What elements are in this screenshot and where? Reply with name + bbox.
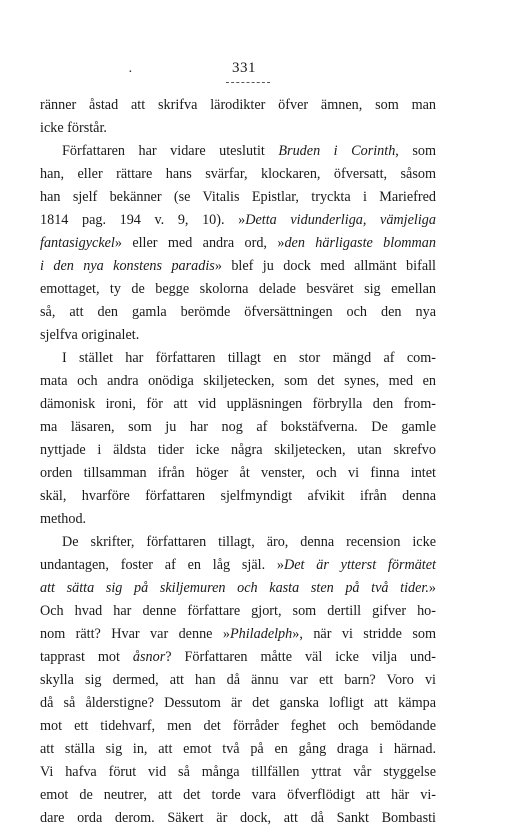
- text-line: mata och andra onödiga skiljetecken, som det synes, med en: [40, 373, 436, 389]
- italic-quote: att sätta sig på skiljemuren och kasta sten på två tider.: [40, 580, 429, 596]
- text-line: han sjelf bekänner (se Vitalis Epistlar, tryckta i Mariefred: [40, 189, 436, 205]
- text-line: dare orda derom. Säkert är dock, att då Sankt Bombasti: [40, 810, 436, 826]
- text-line: dämonisk ironi, för att vid uppläsningen förbrylla den from-: [40, 396, 436, 412]
- text-line: 1814 pag. 194 v. 9, 10). »Detta vidunderliga, vämjeliga: [40, 212, 436, 228]
- text-line: sjelfva originalet.: [40, 327, 140, 343]
- italic-title: Bruden i Corinth: [278, 143, 396, 159]
- text-line: skylla sig dermed, att han då ännu var ett barn? Voro vi: [40, 672, 436, 688]
- text-line: emot de neutrer, att det torde vara öfverflödigt att här vi-: [40, 787, 436, 803]
- text-line: Vi hafva förut vid så många tillfällen yttrat vår styggelse: [40, 764, 436, 780]
- text-line: undantagen, foster af en låg själ. »Det är ytterst förmätet: [40, 557, 436, 573]
- text-line: han, eller rättare hans svärfar, klockaren, öfversatt, såsom: [40, 166, 436, 182]
- text-line: emottaget, ty de begge skolorna delade besväret sig emellan: [40, 281, 436, 297]
- italic-name: Philadelph: [229, 626, 293, 642]
- text-line: fantasigyckel» eller med andra ord, »den härligaste blomman: [40, 235, 436, 251]
- text-line: ränner åstad att skrifva lärodikter öfver ämnen, som man: [40, 97, 436, 113]
- italic-word: åsnor: [132, 649, 166, 665]
- body-text: [40, 94, 436, 830]
- text-line: Författaren har vidare uteslutit Bruden i Corinth, som: [62, 143, 437, 159]
- text-line: tapprast mot åsnor? Författaren måtte väl icke vilja und-: [40, 649, 436, 665]
- text-line: nyttjade i äldsta tider icke några skiljetecken, utan skrefvo: [40, 442, 436, 458]
- text-line: orden tillsamman ifrån höger åt venster, och vi finna intet: [40, 465, 436, 481]
- italic-quote: Detta vidunderliga, vämjeliga: [245, 212, 436, 228]
- text-line: skäl, hvarföre författaren sjelfmyndigt afvikit ifrån denna: [40, 488, 436, 504]
- text-line: nom rätt? Hvar var denne »Philadelph», när vi stridde som: [40, 626, 436, 642]
- text-line: method.: [40, 511, 87, 527]
- text-line: I stället har författaren tillagt en stor mängd af com-: [62, 350, 436, 366]
- text-line: Och hvad har denne författare gjort, som dertill gifver ho-: [40, 603, 436, 619]
- text-line: i den nya konstens paradis» blef ju dock med allmänt bifall: [40, 258, 436, 274]
- italic-quote: den härligaste blomman: [284, 235, 436, 251]
- page-header: [40, 60, 436, 94]
- italic-quote: i den nya konstens paradis: [40, 258, 215, 274]
- italic-quote: Det är ytterst förmätet: [284, 557, 436, 573]
- book-page: [40, 60, 436, 830]
- page-number: 331: [232, 60, 256, 76]
- header-rule: [226, 82, 270, 83]
- text-line: att sätta sig på skiljemuren och kasta sten på två tider.»: [40, 580, 436, 596]
- header-mark: ·: [128, 65, 133, 80]
- text-line: då så ålderstigne? Dessutom är det ganska lofligt att kämpa: [40, 695, 436, 711]
- italic-quote: fantasigyckel: [40, 235, 115, 251]
- text-line: ma läsaren, som ju har nog af bokstäfverna. De gamle: [40, 419, 436, 435]
- text-line: mot ett tidehvarf, men det förråder feghet och bemödande: [40, 718, 436, 734]
- text-line: De skrifter, författaren tillagt, äro, denna recension icke: [62, 534, 436, 550]
- text-line: så, att den gamla berömde öfversättningen och den nya: [40, 304, 436, 320]
- text-line: icke förstår.: [40, 120, 107, 136]
- text-line: att ställa sig in, att emot två på en gång draga i härnad.: [40, 741, 436, 757]
